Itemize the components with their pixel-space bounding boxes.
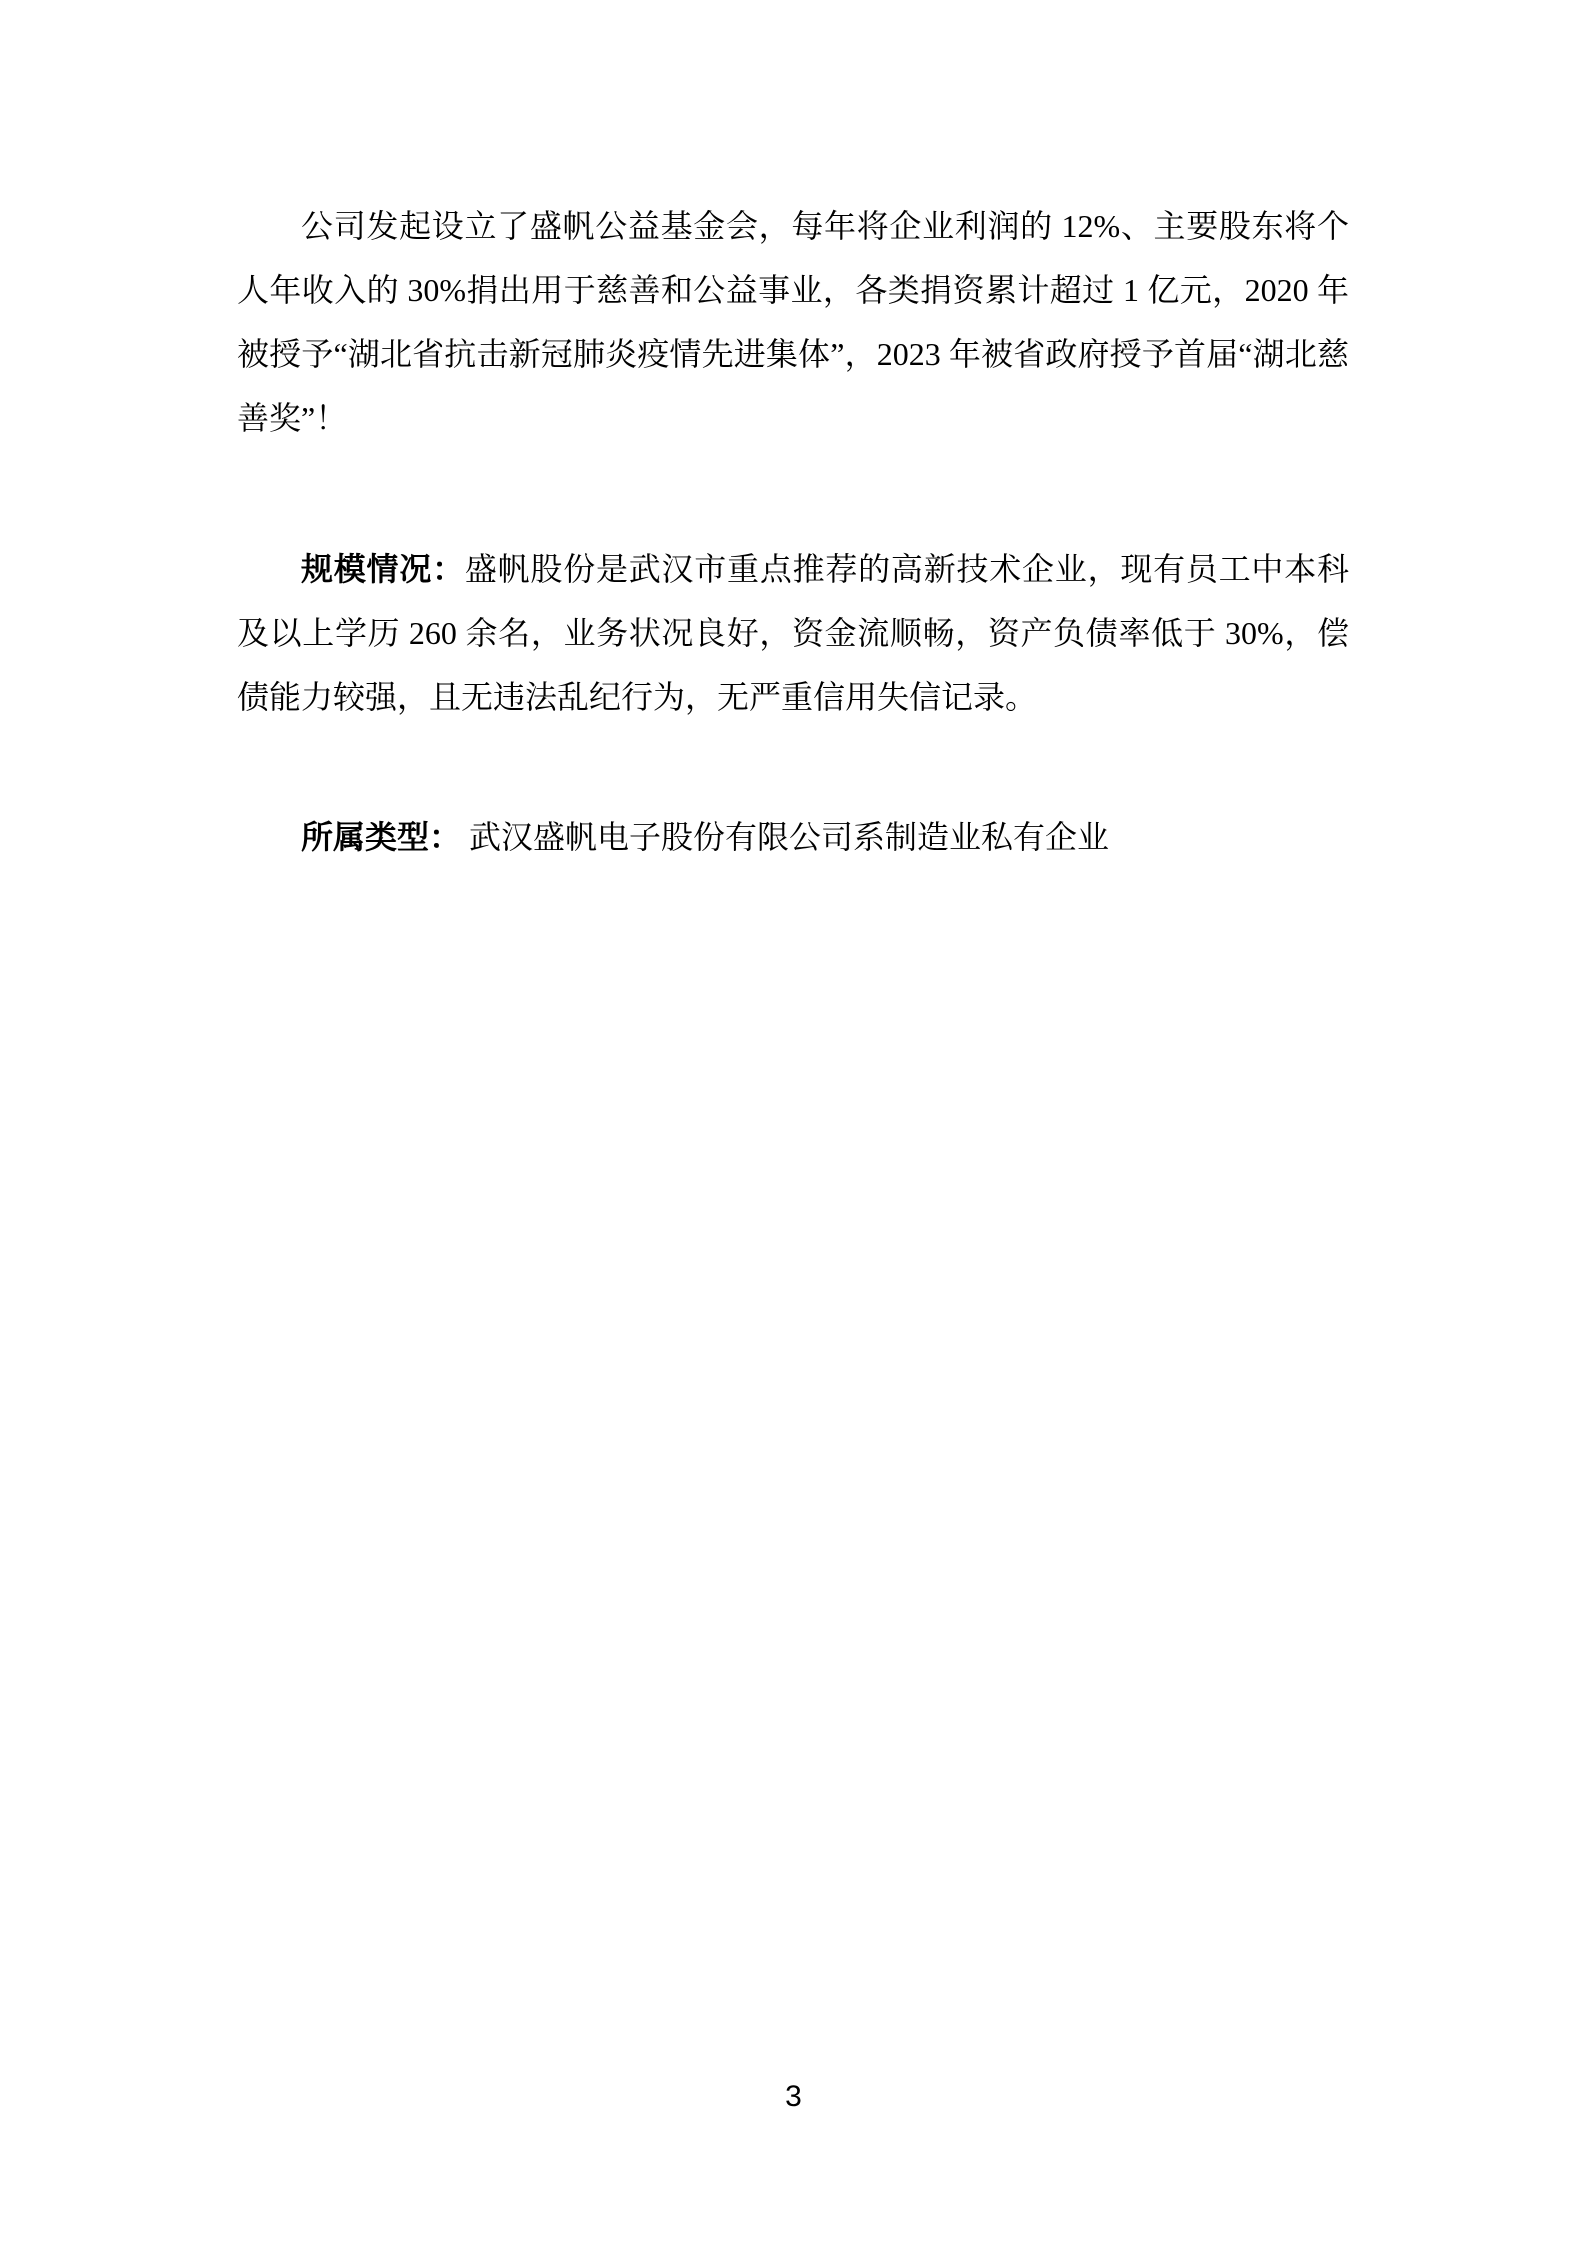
paragraph-label: 规模情况： [301, 551, 465, 587]
page-footer [0, 2080, 1587, 2114]
paragraph-text: 盛帆股份是武汉市重点推荐的高新技术企业，现有员工中本科及以上学历 260 余名，业务状况良好，资金流顺畅，资产负债率低于 30%，偿债能力较强，且无违法乱纪行为，无严重信用失信记录。 [237, 551, 1349, 715]
paragraph-label: 所属类型： [301, 819, 462, 855]
paragraph-text: 武汉盛帆电子股份有限公司系制造业私有企业 [461, 819, 1110, 855]
paragraph-company-type [237, 805, 1349, 869]
paragraph-text: 公司发起设立了盛帆公益基金会，每年将企业利润的 12%、主要股东将个人年收入的 30%捐出用于慈善和公益事业，各类捐资累计超过 1 亿元，2020 年被授予“湖北省抗击新冠肺炎疫情先进集体”，2023 年被省政府授予首届“湖北慈善奖”！ [237, 208, 1349, 436]
page-content [237, 194, 1349, 869]
paragraph-scale-overview [237, 537, 1349, 729]
page-number: 3 [785, 2080, 802, 2113]
paragraph-charity-foundation [237, 194, 1349, 450]
